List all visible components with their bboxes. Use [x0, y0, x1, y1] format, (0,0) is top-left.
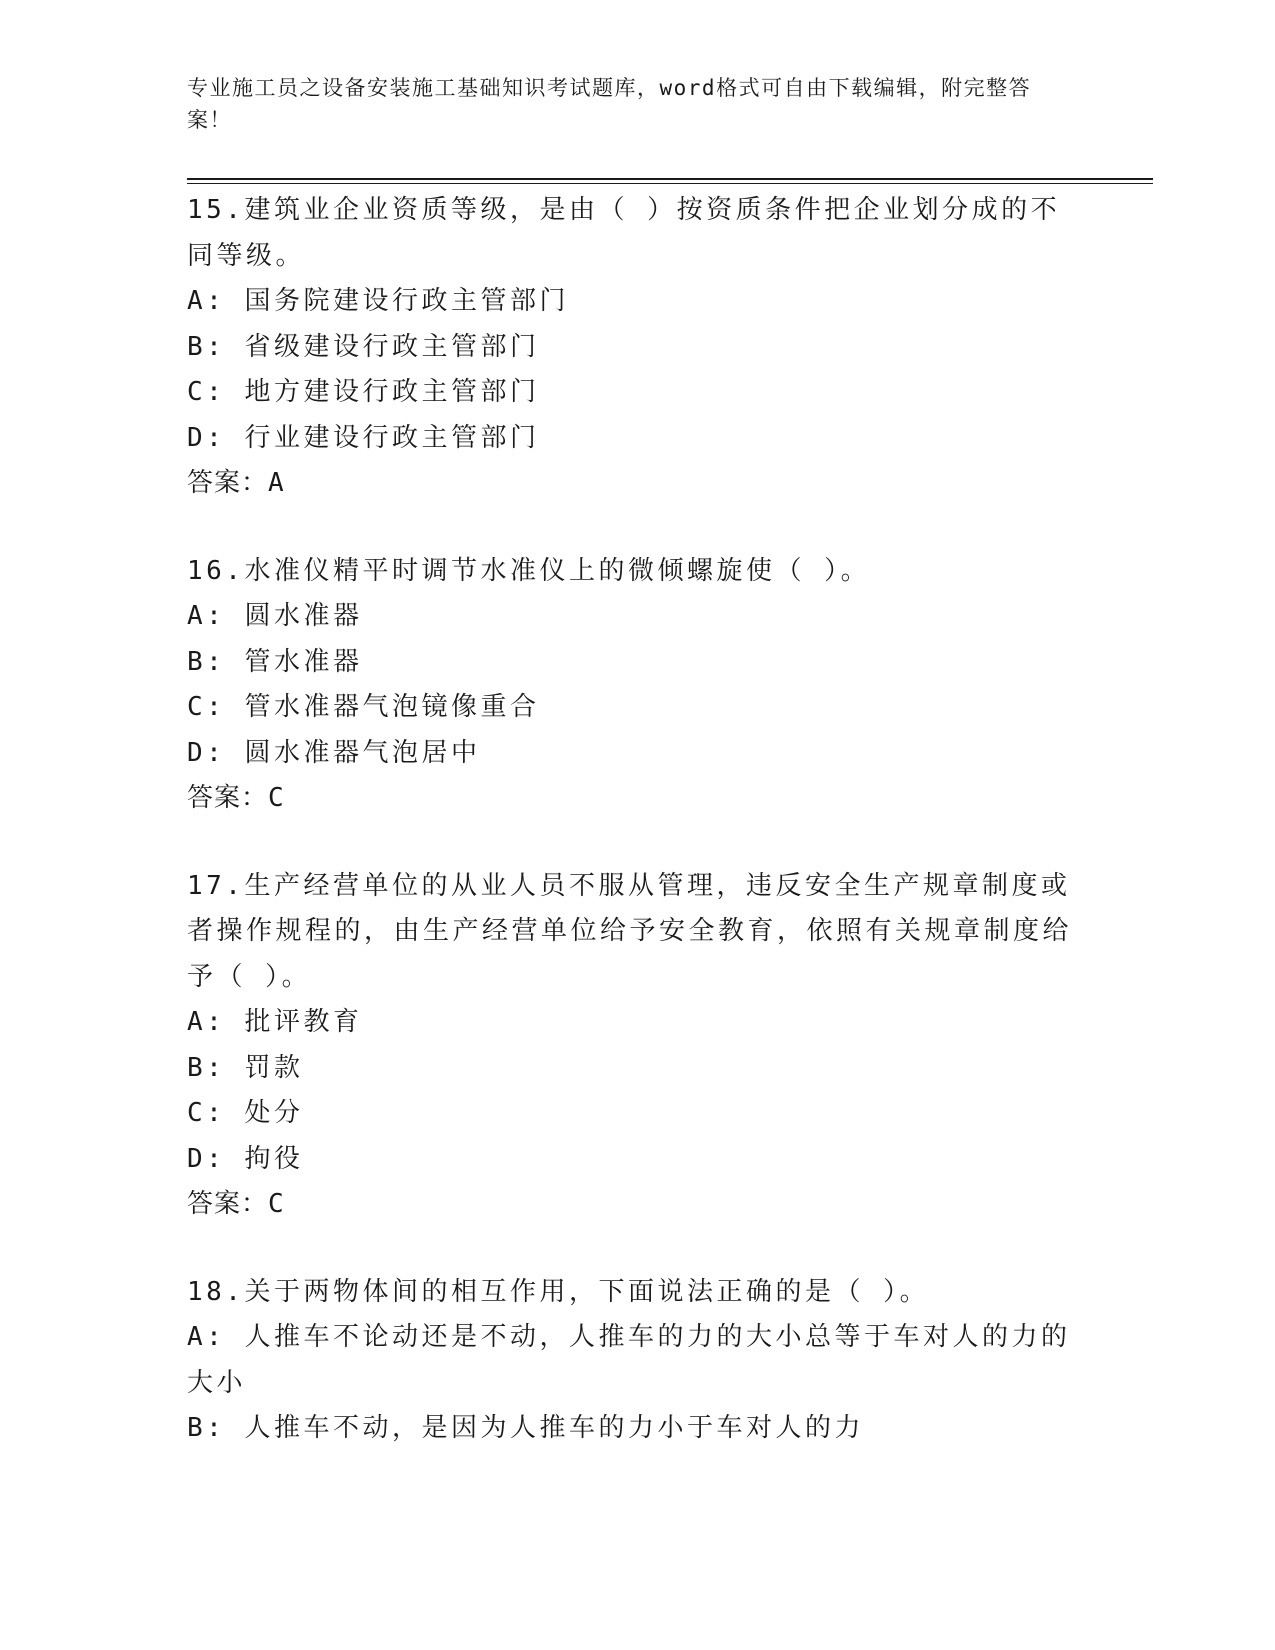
header-rule-thin [187, 183, 1153, 184]
answer-value: C [268, 1189, 284, 1219]
question-stem: 17.生产经营单位的从业人员不服从管理，违反安全生产规章制度或者操作规程的，由生产经营单位给予安全教育，依照有关规章制度给予（ ）。 [187, 870, 1073, 992]
question-stem: 16.水准仪精平时调节水准仪上的微倾螺旋使（ ）。 [187, 555, 871, 586]
page-header: 专业施工员之设备安装施工基础知识考试题库，word格式可自由下载编辑，附完整答案！ [187, 76, 1032, 132]
option-d: D: 拘役 [187, 1143, 304, 1174]
option-c: C: 管水准器气泡镜像重合 [187, 692, 540, 722]
option-a: A: 人推车不论动还是不动，人推车的力的大小总等于车对人的力的大小 [187, 1322, 1071, 1398]
answer-value: C [268, 783, 284, 813]
question-list [187, 188, 1087, 1494]
answer-label: 答案： [187, 468, 269, 498]
question-16 [187, 549, 1087, 822]
answer-line [187, 461, 1087, 507]
question-17 [187, 864, 1087, 1228]
question-18 [187, 1270, 1087, 1452]
option-a: A: 国务院建设行政主管部门 [187, 286, 569, 316]
answer-label: 答案： [187, 1189, 269, 1219]
header-rule-thick [187, 178, 1153, 180]
question-stem: 15.建筑业企业资质等级，是由（ ）按资质条件把企业划分成的不同等级。 [187, 195, 1061, 271]
option-d: D: 行业建设行政主管部门 [187, 422, 540, 453]
option-d: D: 圆水准器气泡居中 [187, 737, 481, 768]
option-b: B: 人推车不动，是因为人推车的力小于车对人的力 [187, 1413, 864, 1443]
answer-label: 答案： [187, 783, 269, 813]
option-c: C: 处分 [187, 1098, 304, 1128]
option-a: A: 批评教育 [187, 1007, 363, 1037]
option-b: B: 省级建设行政主管部门 [187, 331, 540, 362]
option-b: B: 管水准器 [187, 646, 363, 677]
option-c: C: 地方建设行政主管部门 [187, 377, 540, 407]
answer-value: A [268, 468, 284, 498]
answer-line [187, 776, 1087, 822]
question-15 [187, 188, 1087, 507]
option-a: A: 圆水准器 [187, 601, 363, 631]
option-b: B: 罚款 [187, 1052, 304, 1083]
question-stem: 18.关于两物体间的相互作用，下面说法正确的是（ ）。 [187, 1276, 930, 1307]
answer-line [187, 1182, 1087, 1228]
